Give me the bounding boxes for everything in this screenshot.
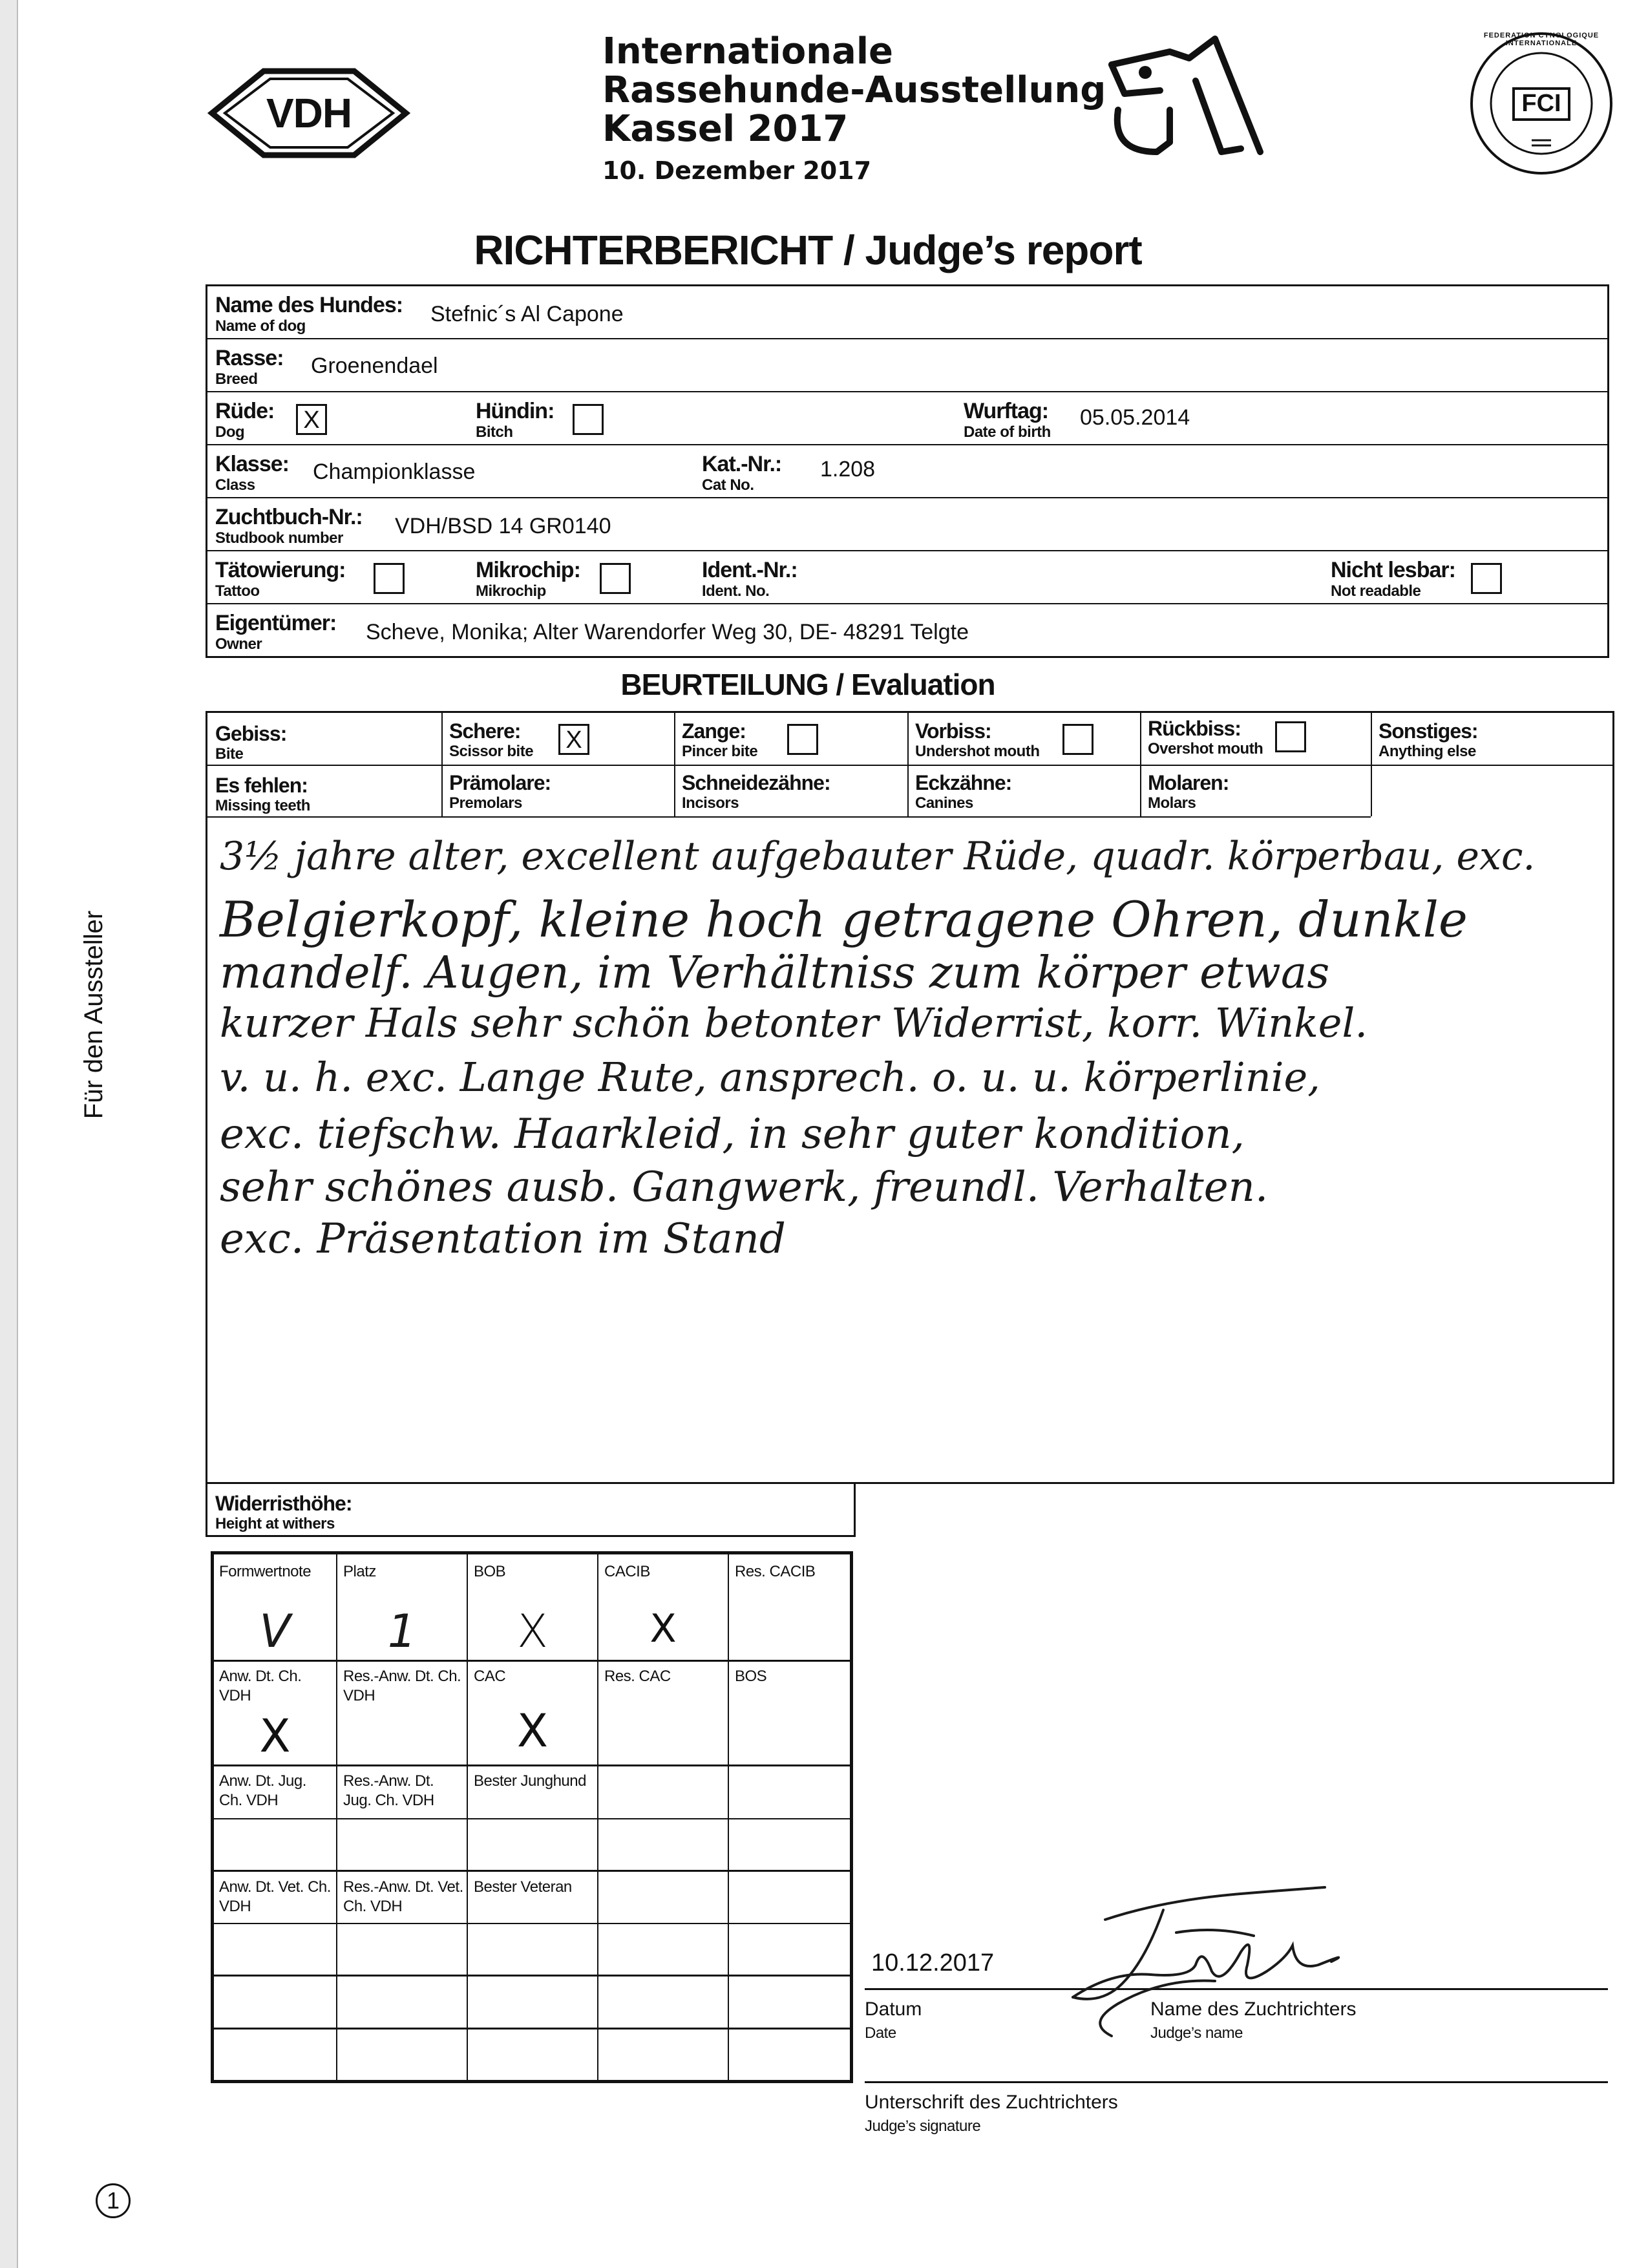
ident-label: Ident.-Nr.: xyxy=(702,558,798,582)
fci-logo-text: FCI xyxy=(1521,90,1561,117)
date-label-en: Date xyxy=(865,2024,896,2042)
show-date: 10. Dezember 2017 xyxy=(602,156,872,185)
scissor-checkbox[interactable]: X xyxy=(558,724,589,755)
pincer-checkbox[interactable] xyxy=(787,724,818,755)
withers-box xyxy=(206,1483,856,1537)
signature-label-en: Judge’s signature xyxy=(865,2117,981,2135)
premolars-label: Prämolare: xyxy=(449,771,551,794)
breed-label: Rasse: xyxy=(215,346,284,370)
female-label-en: Bitch xyxy=(476,423,513,441)
owner-label: Eigentümer: xyxy=(215,611,337,635)
remark-line: 3½ jahre alter, excellent aufgebauter Rüde, quadr. körperbau, exc. xyxy=(220,834,1536,879)
pincer-label-en: Pincer bite xyxy=(682,743,758,760)
page-number-text: 1 xyxy=(106,2187,120,2214)
grade-header-res-anw-dt-jug-ch: Res.-Anw. Dt. Jug. Ch. VDH xyxy=(343,1772,434,1809)
premolars-label-en: Premolars xyxy=(449,794,522,812)
dob-field[interactable]: 05.05.2014 xyxy=(1080,405,1190,430)
grade-header-res-cacib: Res. CACIB xyxy=(735,1563,816,1580)
chip-label: Mikrochip: xyxy=(476,558,580,582)
undershot-label: Vorbiss: xyxy=(915,719,991,743)
owner-field[interactable]: Scheve, Monika; Alter Warendorfer Weg 30, DE- 48291 Telgte xyxy=(366,620,969,644)
name-label-en: Name of dog xyxy=(215,317,306,335)
judge-name-label-en: Judge’s name xyxy=(1150,2024,1243,2042)
grade-mark-cac[interactable]: X xyxy=(517,1704,548,1757)
page-number xyxy=(96,2183,131,2218)
remark-line: mandelf. Augen, im Verhältniss zum körper etwas xyxy=(220,948,1330,999)
class-field[interactable]: Championklasse xyxy=(313,460,476,484)
pincer-label: Zange: xyxy=(682,719,746,743)
dog-info-table xyxy=(206,284,1609,658)
cat-no-field[interactable]: 1.208 xyxy=(820,457,876,482)
remark-line: kurzer Hals sehr schön betonter Widerrist, korr. Winkel. xyxy=(220,999,1368,1046)
overshot-label-en: Overshot mouth xyxy=(1148,740,1263,758)
unreadable-label: Nicht lesbar: xyxy=(1331,558,1455,582)
other-label-en: Anything else xyxy=(1379,743,1476,760)
molars-label: Molaren: xyxy=(1148,771,1229,794)
grade-mark-cacib[interactable]: X xyxy=(650,1606,677,1651)
dob-label-en: Date of birth xyxy=(964,423,1051,441)
grade-header-formwertnote: Formwertnote xyxy=(219,1563,312,1580)
remark-line: v. u. h. exc. Lange Rute, ansprech. o. u. u. körperlinie, xyxy=(220,1054,1320,1101)
breed-label-en: Breed xyxy=(215,370,258,388)
female-checkbox[interactable] xyxy=(573,404,604,435)
grades-table xyxy=(211,1551,853,2083)
incisors-label-en: Incisors xyxy=(682,794,739,812)
class-label: Klasse: xyxy=(215,452,289,476)
molars-label-en: Molars xyxy=(1148,794,1196,812)
grade-mark-formwertnote[interactable]: V xyxy=(259,1605,291,1658)
dob-label: Wurftag: xyxy=(964,399,1049,423)
grade-header-bos: BOS xyxy=(735,1668,767,1685)
grade-header-anw-dt-vet-ch: Anw. Dt. Vet. Ch. VDH xyxy=(219,1878,331,1915)
signature-line xyxy=(865,2081,1608,2083)
grade-header-res-anw-dt-vet-ch: Res.-Anw. Dt. Vet. Ch. VDH xyxy=(343,1878,463,1915)
undershot-checkbox[interactable] xyxy=(1062,724,1093,755)
scissor-label-en: Scissor bite xyxy=(449,743,534,760)
male-checkbox[interactable]: X xyxy=(296,404,327,435)
grade-header-bob: BOB xyxy=(474,1563,506,1580)
judge-name-label: Name des Zuchtrichters xyxy=(1150,1998,1357,2020)
overshot-checkbox[interactable] xyxy=(1275,721,1306,752)
canines-label: Eckzähne: xyxy=(915,771,1012,794)
vdh-logo xyxy=(206,65,412,162)
class-label-en: Class xyxy=(215,476,255,494)
undershot-label-en: Undershot mouth xyxy=(915,743,1040,760)
remark-line: Belgierkopf, kleine hoch getragene Ohren, dunkle xyxy=(220,891,1468,948)
remark-line: exc. tiefschw. Haarkleid, in sehr guter kondition, xyxy=(220,1110,1245,1158)
dog-name-field[interactable]: Stefnic´s Al Capone xyxy=(430,302,624,326)
incisors-label: Schneidezähne: xyxy=(682,771,830,794)
chip-checkbox[interactable] xyxy=(600,563,631,594)
cat-label-en: Cat No. xyxy=(702,476,754,494)
unreadable-checkbox[interactable] xyxy=(1471,563,1502,594)
cat-label: Kat.-Nr.: xyxy=(702,452,782,476)
studbook-label: Zuchtbuch-Nr.: xyxy=(215,505,363,529)
male-label: Rüde: xyxy=(215,399,275,423)
female-label: Hündin: xyxy=(476,399,555,423)
side-label: Für den Aussteller xyxy=(79,910,108,1119)
grade-mark-platz[interactable]: 1 xyxy=(387,1605,417,1658)
grade-header-res-anw-dt-ch: Res.-Anw. Dt. Ch. VDH xyxy=(343,1668,461,1704)
title-line-3: Kassel 2017 xyxy=(602,108,849,150)
male-label-en: Dog xyxy=(215,423,245,441)
fci-logo xyxy=(1467,29,1616,178)
fci-ring-text: FEDERATION CYNOLOGIQUE INTERNATIONALE xyxy=(1483,32,1600,47)
date-field[interactable]: 10.12.2017 xyxy=(871,1949,995,1977)
grade-header-platz: Platz xyxy=(343,1563,376,1580)
tattoo-checkbox[interactable] xyxy=(374,563,405,594)
owner-label-en: Owner xyxy=(215,635,262,653)
canines-label-en: Canines xyxy=(915,794,973,812)
grade-header-cac: CAC xyxy=(474,1668,506,1685)
show-title xyxy=(602,32,1106,189)
name-label: Name des Hundes: xyxy=(215,293,403,317)
title-line-2: Rassehunde-Ausstellung xyxy=(602,69,1106,111)
grade-mark-anw-dt-ch[interactable]: X xyxy=(259,1710,291,1763)
bite-label-en: Bite xyxy=(215,745,244,763)
title-line-1: Internationale xyxy=(602,30,893,72)
unreadable-label-en: Not readable xyxy=(1331,582,1421,600)
grade-header-cacib: CACIB xyxy=(604,1563,650,1580)
grade-header-anw-dt-jug-ch: Anw. Dt. Jug. Ch. VDH xyxy=(219,1772,306,1809)
grade-header-bester-junghund: Bester Junghund xyxy=(474,1772,586,1790)
missing-label-en: Missing teeth xyxy=(215,797,310,814)
other-label: Sonstiges: xyxy=(1379,719,1478,743)
chip-label-en: Mikrochip xyxy=(476,582,546,600)
remark-line: exc. Präsentation im Stand xyxy=(220,1215,786,1263)
dog-head-logo-icon xyxy=(1099,26,1267,162)
ident-label-en: Ident. No. xyxy=(702,582,770,600)
breed-field[interactable]: Groenendael xyxy=(311,354,438,378)
grade-mark-bob[interactable]: X xyxy=(517,1605,548,1658)
studbook-label-en: Studbook number xyxy=(215,529,343,547)
scan-edge xyxy=(0,0,18,2268)
remark-line: sehr schönes ausb. Gangwerk, freundl. Verhalten. xyxy=(220,1163,1269,1211)
vdh-logo-text: VDH xyxy=(266,90,352,136)
date-label: Datum xyxy=(865,1998,922,2020)
grade-header-anw-dt-ch: Anw. Dt. Ch. VDH xyxy=(219,1668,302,1704)
withers-label: Widerristhöhe: xyxy=(215,1492,352,1515)
withers-label-en: Height at withers xyxy=(215,1515,335,1532)
tattoo-label-en: Tattoo xyxy=(215,582,260,600)
tattoo-label: Tätowierung: xyxy=(215,558,346,582)
signature-label: Unterschrift des Zuchtrichters xyxy=(865,2092,1118,2113)
scissor-label: Schere: xyxy=(449,719,521,743)
grade-header-res-cac: Res. CAC xyxy=(604,1668,671,1685)
overshot-label: Rückbiss: xyxy=(1148,717,1241,740)
grade-header-bester-veteran: Bester Veteran xyxy=(474,1878,572,1896)
missing-label: Es fehlen: xyxy=(215,774,308,797)
bite-label: Gebiss: xyxy=(215,722,287,745)
judge-signature xyxy=(1047,1874,1383,2042)
report-title: RICHTERBERICHT / Judge’s report xyxy=(474,227,1142,273)
evaluation-title: BEURTEILUNG / Evaluation xyxy=(620,668,995,701)
studbook-field[interactable]: VDH/BSD 14 GR0140 xyxy=(395,514,611,538)
